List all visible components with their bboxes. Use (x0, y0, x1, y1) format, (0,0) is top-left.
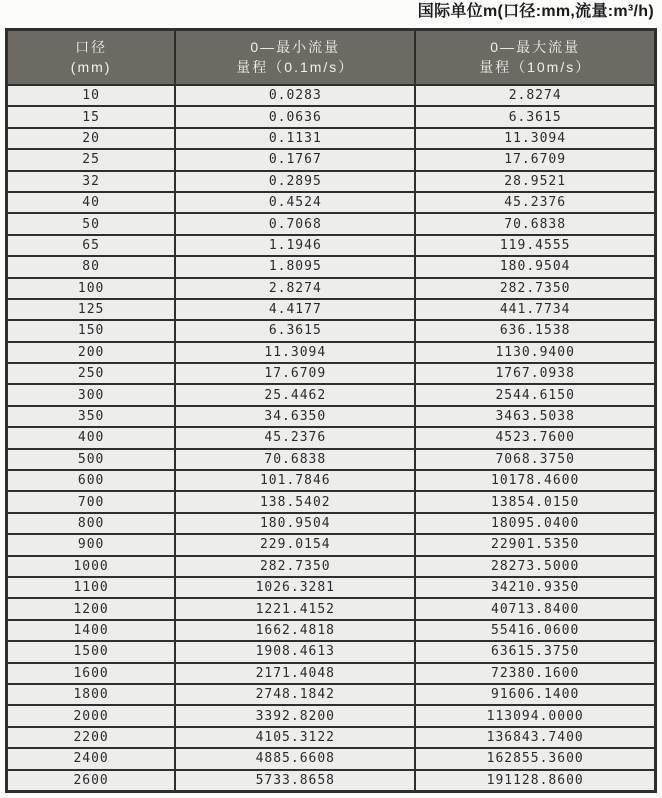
min-flow-cell: 5733.8658 (175, 770, 415, 792)
diameter-cell: 500 (7, 449, 176, 470)
table-row (7, 128, 656, 149)
diameter-cell: 1400 (7, 620, 176, 641)
min-flow-cell: 1.1946 (175, 235, 415, 256)
min-flow-cell: 0.2895 (175, 171, 415, 192)
min-flow-cell: 2.8274 (175, 278, 415, 299)
max-flow-cell: 282.7350 (415, 278, 655, 299)
header-row (7, 30, 656, 86)
min-flow-cell: 0.0636 (175, 106, 415, 127)
max-flow-cell: 441.7734 (415, 299, 655, 320)
max-flow-cell: 7068.3750 (415, 449, 655, 470)
min-flow-cell: 34.6350 (175, 406, 415, 427)
header-min-flow-line1: 0—最小流量 (250, 38, 341, 55)
table-row (7, 213, 656, 234)
min-flow-cell: 229.0154 (175, 534, 415, 555)
diameter-cell: 400 (7, 427, 176, 448)
max-flow-cell: 45.2376 (415, 192, 655, 213)
max-flow-cell: 136843.7400 (415, 727, 655, 748)
min-flow-cell: 1026.3281 (175, 577, 415, 598)
table-row (7, 363, 656, 384)
table-row (7, 577, 656, 598)
diameter-cell: 125 (7, 299, 176, 320)
diameter-cell: 250 (7, 363, 176, 384)
max-flow-cell: 2.8274 (415, 85, 655, 106)
min-flow-cell: 1.8095 (175, 256, 415, 277)
min-flow-cell: 2748.1842 (175, 684, 415, 705)
diameter-cell: 25 (7, 149, 176, 170)
diameter-cell: 800 (7, 513, 176, 534)
table-row (7, 149, 656, 170)
table-row (7, 449, 656, 470)
max-flow-cell: 40713.8400 (415, 598, 655, 619)
table-row (7, 684, 656, 705)
diameter-cell: 1000 (7, 556, 176, 577)
diameter-cell: 100 (7, 278, 176, 299)
max-flow-cell: 1767.0938 (415, 363, 655, 384)
max-flow-cell: 119.4555 (415, 235, 655, 256)
min-flow-cell: 4.4177 (175, 299, 415, 320)
table-row (7, 192, 656, 213)
min-flow-cell: 282.7350 (175, 556, 415, 577)
max-flow-cell: 91606.1400 (415, 684, 655, 705)
header-min-flow-line2: 量程（0.1m/s） (236, 58, 355, 75)
table-row (7, 491, 656, 512)
min-flow-cell: 70.6838 (175, 449, 415, 470)
diameter-cell: 350 (7, 406, 176, 427)
diameter-cell: 2000 (7, 705, 176, 726)
table-row (7, 342, 656, 363)
header-diameter (7, 30, 176, 86)
diameter-cell: 900 (7, 534, 176, 555)
table-row (7, 513, 656, 534)
flow-range-table (5, 28, 657, 793)
min-flow-cell: 25.4462 (175, 384, 415, 405)
table-row (7, 278, 656, 299)
diameter-cell: 150 (7, 320, 176, 341)
min-flow-cell: 0.4524 (175, 192, 415, 213)
max-flow-cell: 34210.9350 (415, 577, 655, 598)
min-flow-cell: 0.0283 (175, 85, 415, 106)
max-flow-cell: 180.9504 (415, 256, 655, 277)
min-flow-cell: 3392.8200 (175, 705, 415, 726)
table-row (7, 171, 656, 192)
min-flow-cell: 138.5402 (175, 491, 415, 512)
diameter-cell: 65 (7, 235, 176, 256)
table-row (7, 384, 656, 405)
table-row (7, 256, 656, 277)
diameter-cell: 300 (7, 384, 176, 405)
diameter-cell: 1800 (7, 684, 176, 705)
max-flow-cell: 191128.8600 (415, 770, 655, 792)
max-flow-cell: 13854.0150 (415, 491, 655, 512)
table-row (7, 534, 656, 555)
diameter-cell: 10 (7, 85, 176, 106)
diameter-cell: 200 (7, 342, 176, 363)
diameter-cell: 700 (7, 491, 176, 512)
table-row (7, 598, 656, 619)
diameter-cell: 2200 (7, 727, 176, 748)
max-flow-cell: 2544.6150 (415, 384, 655, 405)
table-row (7, 406, 656, 427)
max-flow-cell: 162855.3600 (415, 748, 655, 769)
table-row (7, 299, 656, 320)
table-row (7, 427, 656, 448)
unit-note: 国际单位m(口径:mm,流量:m³/h) (417, 3, 654, 20)
min-flow-cell: 1221.4152 (175, 598, 415, 619)
table-row (7, 705, 656, 726)
table-row (7, 470, 656, 491)
min-flow-cell: 6.3615 (175, 320, 415, 341)
max-flow-cell: 18095.0400 (415, 513, 655, 534)
header-max-flow-line2: 量程（10m/s） (479, 58, 592, 75)
min-flow-cell: 1908.4613 (175, 641, 415, 662)
table-row (7, 770, 656, 792)
table-wrap (5, 28, 657, 793)
min-flow-cell: 17.6709 (175, 363, 415, 384)
diameter-cell: 20 (7, 128, 176, 149)
table-row (7, 727, 656, 748)
max-flow-cell: 4523.7600 (415, 427, 655, 448)
max-flow-cell: 22901.5350 (415, 534, 655, 555)
max-flow-cell: 113094.0000 (415, 705, 655, 726)
min-flow-cell: 4105.3122 (175, 727, 415, 748)
diameter-cell: 1600 (7, 663, 176, 684)
max-flow-cell: 72380.1600 (415, 663, 655, 684)
header-max-flow (415, 30, 655, 86)
min-flow-cell: 0.1131 (175, 128, 415, 149)
max-flow-cell: 28.9521 (415, 171, 655, 192)
diameter-cell: 1500 (7, 641, 176, 662)
max-flow-cell: 55416.0600 (415, 620, 655, 641)
header-diameter-line1: 口径 (75, 38, 108, 55)
max-flow-cell: 17.6709 (415, 149, 655, 170)
max-flow-cell: 636.1538 (415, 320, 655, 341)
max-flow-cell: 3463.5038 (415, 406, 655, 427)
table-row (7, 106, 656, 127)
table-header (7, 30, 656, 86)
max-flow-cell: 1130.9400 (415, 342, 655, 363)
table-body (7, 85, 656, 791)
table-row (7, 620, 656, 641)
min-flow-cell: 0.1767 (175, 149, 415, 170)
table-row (7, 320, 656, 341)
diameter-cell: 1100 (7, 577, 176, 598)
diameter-cell: 40 (7, 192, 176, 213)
table-row (7, 663, 656, 684)
table-row (7, 556, 656, 577)
table-row (7, 641, 656, 662)
diameter-cell: 50 (7, 213, 176, 234)
min-flow-cell: 101.7846 (175, 470, 415, 491)
min-flow-cell: 0.7068 (175, 213, 415, 234)
diameter-cell: 2600 (7, 770, 176, 792)
min-flow-cell: 11.3094 (175, 342, 415, 363)
min-flow-cell: 4885.6608 (175, 748, 415, 769)
min-flow-cell: 1662.4818 (175, 620, 415, 641)
diameter-cell: 600 (7, 470, 176, 491)
table-row (7, 85, 656, 106)
min-flow-cell: 2171.4048 (175, 663, 415, 684)
diameter-cell: 32 (7, 171, 176, 192)
diameter-cell: 1200 (7, 598, 176, 619)
diameter-cell: 80 (7, 256, 176, 277)
min-flow-cell: 45.2376 (175, 427, 415, 448)
max-flow-cell: 28273.5000 (415, 556, 655, 577)
min-flow-cell: 180.9504 (175, 513, 415, 534)
max-flow-cell: 10178.4600 (415, 470, 655, 491)
header-max-flow-line1: 0—最大流量 (490, 38, 581, 55)
table-row (7, 235, 656, 256)
header-diameter-line2: (mm) (70, 58, 112, 75)
diameter-cell: 2400 (7, 748, 176, 769)
max-flow-cell: 63615.3750 (415, 641, 655, 662)
max-flow-cell: 11.3094 (415, 128, 655, 149)
max-flow-cell: 70.6838 (415, 213, 655, 234)
max-flow-cell: 6.3615 (415, 106, 655, 127)
header-min-flow (175, 30, 415, 86)
table-row (7, 748, 656, 769)
diameter-cell: 15 (7, 106, 176, 127)
